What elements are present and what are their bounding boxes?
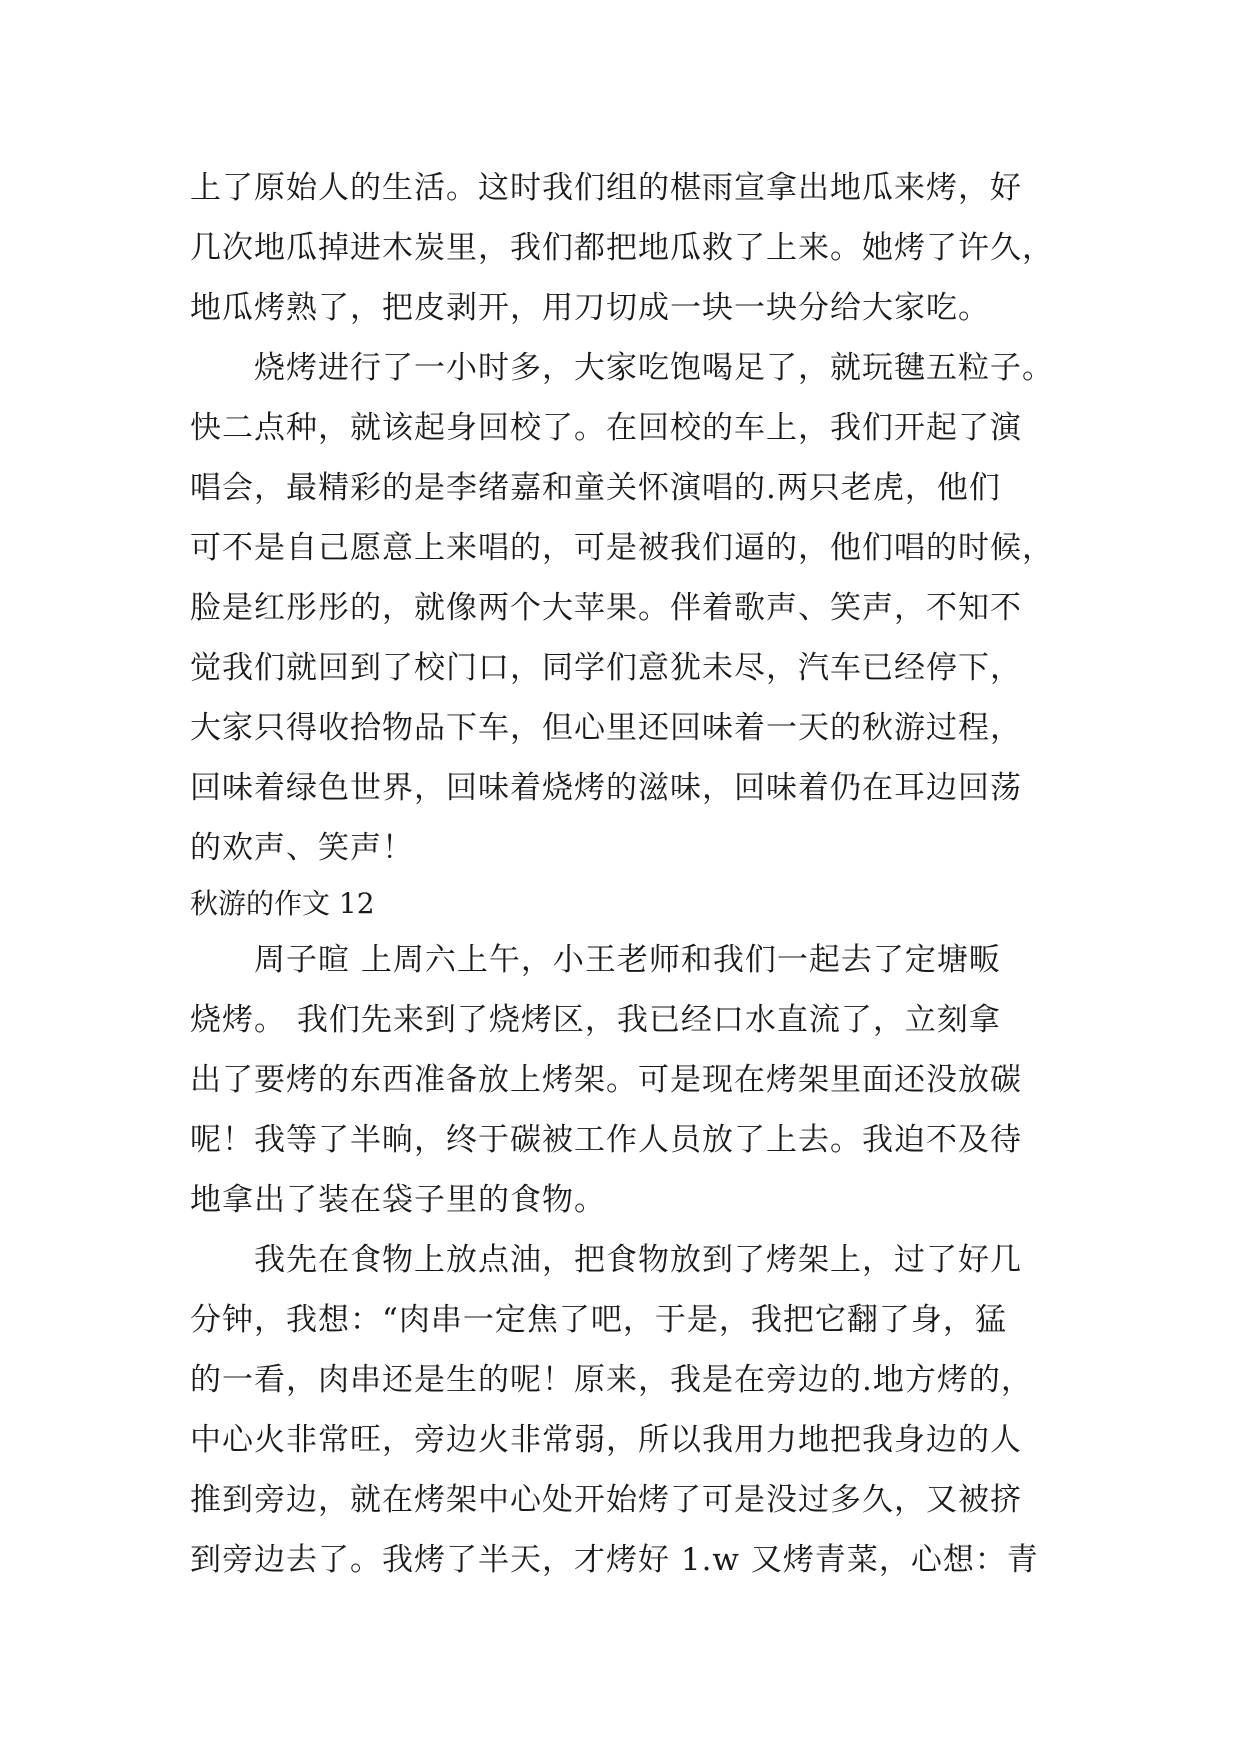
text-line: 烧烤。 我们先来到了烧烤区，我已经口水直流了，立刻拿 bbox=[190, 1002, 1001, 1038]
text-line: 的一看，肉串还是生的呢！原来，我是在旁边的.地方烤的， bbox=[190, 1362, 1033, 1398]
text-line: 地拿出了装在袋子里的食物。 bbox=[190, 1182, 606, 1218]
text-line: 烧烤进行了一小时多，大家吃饱喝足了，就玩毽五粒子。 bbox=[190, 350, 1054, 386]
text-line: 快二点种，就该起身回校了。在回校的车上，我们开起了演 bbox=[190, 410, 1022, 446]
text-line: 的欢声、笑声！ bbox=[190, 830, 414, 866]
text-line: 觉我们就回到了校门口，同学们意犹未尽，汽车已经停下， bbox=[190, 650, 1022, 686]
text-line: 到旁边去了。我烤了半天，才烤好 1.w 又烤青菜，心想：青 bbox=[190, 1542, 1039, 1578]
text-line: 大家只得收拾物品下车，但心里还回味着一天的秋游过程， bbox=[190, 710, 1022, 746]
text-line: 上了原始人的生活。这时我们组的椹雨宣拿出地瓜来烤，好 bbox=[190, 170, 1022, 206]
text-line: 几次地瓜掉进木炭里，我们都把地瓜救了上来。她烤了许久， bbox=[190, 230, 1054, 266]
text-line: 出了要烤的东西准备放上烤架。可是现在烤架里面还没放碳 bbox=[190, 1062, 1022, 1098]
text-line: 推到旁边，就在烤架中心处开始烤了可是没过多久，又被挤 bbox=[190, 1482, 1022, 1518]
text-line: 可不是自己愿意上来唱的，可是被我们逼的，他们唱的时候， bbox=[190, 530, 1054, 566]
text-line: 脸是红彤彤的，就像两个大苹果。伴着歌声、笑声，不知不 bbox=[190, 590, 1022, 626]
text-line: 分钟，我想：“肉串一定焦了吧，于是，我把它翻了身，猛 bbox=[190, 1302, 1007, 1338]
text-line: 呢！我等了半晌，终于碳被工作人员放了上去。我迫不及待 bbox=[190, 1122, 1022, 1158]
text-line: 唱会，最精彩的是李绪嘉和童关怀演唱的.两只老虎，他们 bbox=[190, 470, 1001, 506]
text-line: 回味着绿色世界，回味着烧烤的滋味，回味着仍在耳边回荡 bbox=[190, 770, 1022, 806]
text-line: 地瓜烤熟了，把皮剥开，用刀切成一块一块分给大家吃。 bbox=[190, 290, 990, 326]
document-body bbox=[190, 158, 1070, 1590]
text-line: 中心火非常旺，旁边火非常弱，所以我用力地把我身边的人 bbox=[190, 1422, 1022, 1458]
section-heading: 秋游的作文 12 bbox=[190, 887, 375, 920]
text-line: 我先在食物上放点油，把食物放到了烤架上，过了好几 bbox=[190, 1242, 1022, 1278]
text-line: 周子暄 上周六上午，小王老师和我们一起去了定塘畈 bbox=[190, 942, 1001, 978]
